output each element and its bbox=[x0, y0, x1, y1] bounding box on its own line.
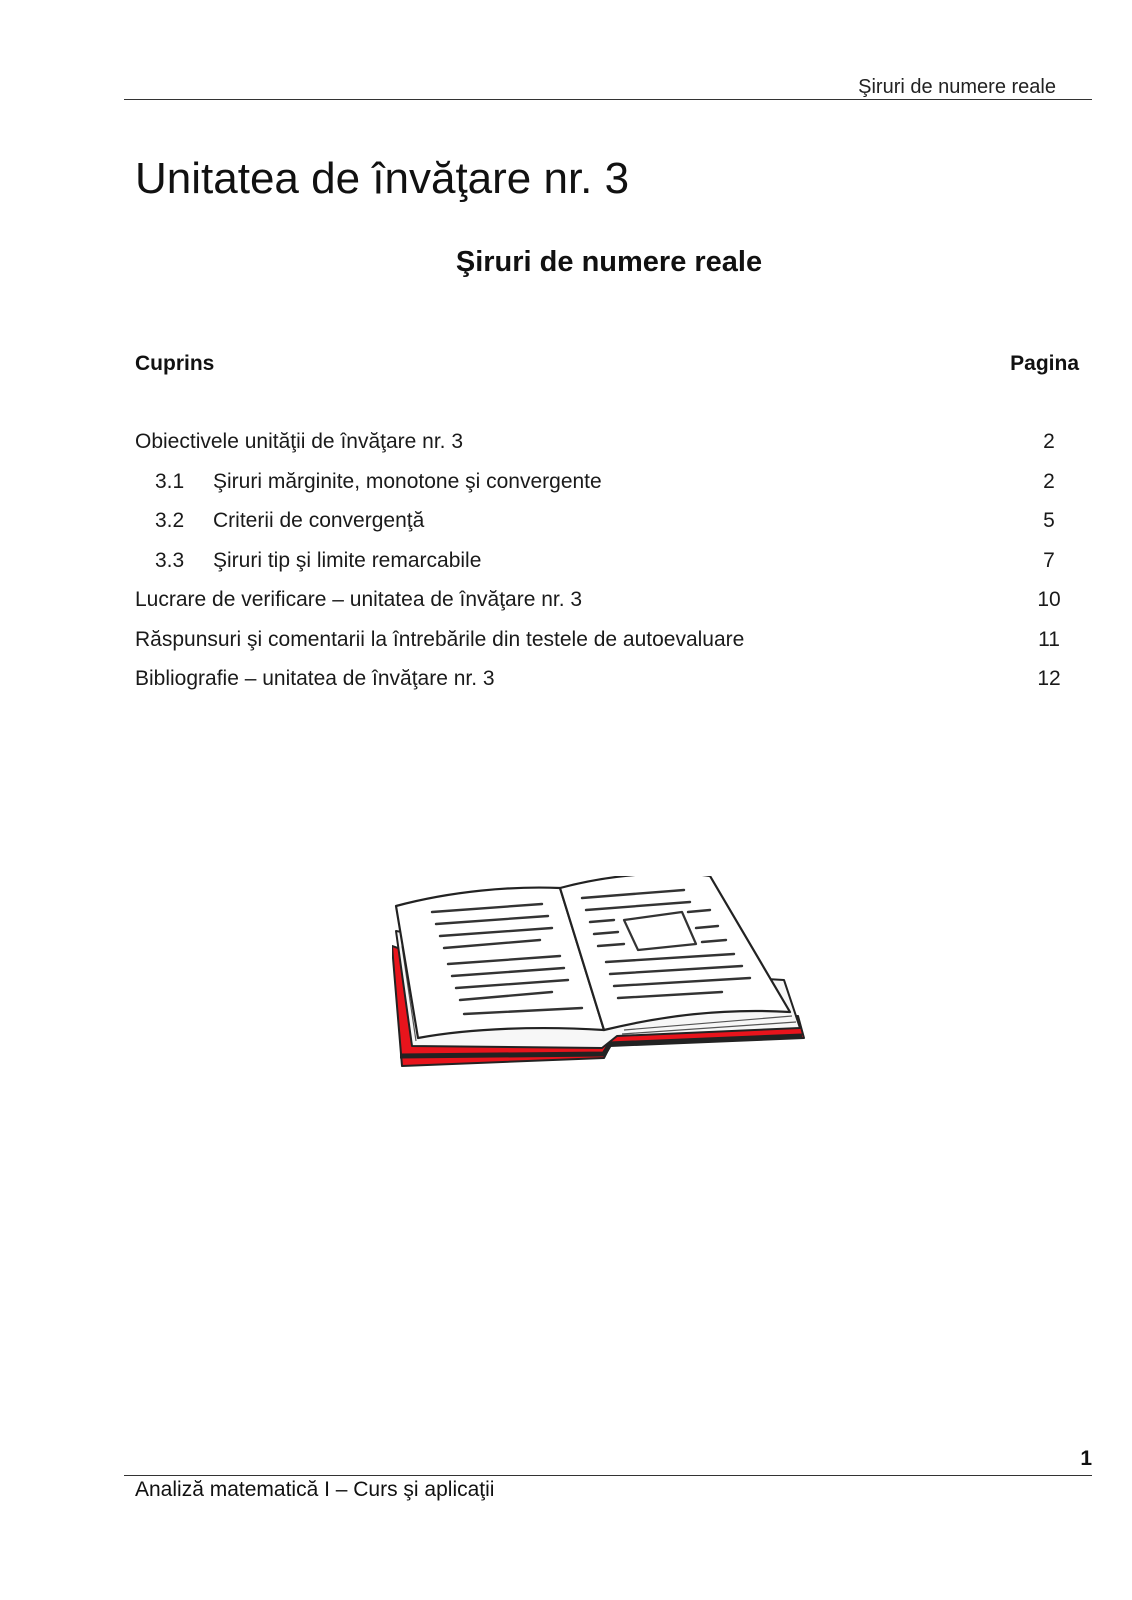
toc-entry-page: 11 bbox=[1038, 627, 1060, 651]
toc-entry-title: Lucrare de verificare – unitatea de învăţare nr. 3 bbox=[135, 588, 583, 611]
header-rule bbox=[124, 99, 1092, 100]
toc-entry-page: 2 bbox=[1043, 430, 1055, 453]
toc-entry-title: Şiruri mărginite, monotone şi convergente bbox=[213, 469, 602, 493]
unit-title: Unitatea de învăţare nr. 3 bbox=[135, 154, 630, 203]
footer-rule bbox=[124, 1475, 1092, 1476]
toc-entry[interactable] bbox=[135, 470, 1079, 510]
toc-entry-page: 7 bbox=[1043, 548, 1055, 572]
toc-entry-title: Bibliografie – unitatea de învăţare nr. 3 bbox=[135, 667, 495, 690]
toc-heading-contents: Cuprins bbox=[135, 352, 215, 375]
toc-entry-number: 3.1 bbox=[155, 469, 185, 493]
toc-entry-page: 5 bbox=[1043, 509, 1055, 532]
toc-entry-title: Şiruri tip şi limite remarcabile bbox=[213, 548, 482, 572]
toc-entry-number: 3.2 bbox=[155, 509, 185, 532]
toc-entry[interactable] bbox=[135, 667, 1079, 707]
toc-entry[interactable] bbox=[135, 588, 1079, 628]
footer-text: Analiză matematică I – Curs şi aplicaţii bbox=[135, 1478, 495, 1501]
subtitle: Şiruri de numere reale bbox=[455, 246, 763, 278]
toc-entry[interactable] bbox=[135, 628, 1079, 668]
toc-entry-page: 2 bbox=[1043, 469, 1055, 493]
toc-entry-page: 10 bbox=[1037, 588, 1061, 611]
page-number: 1 bbox=[1080, 1447, 1092, 1470]
toc-entry-number: 3.3 bbox=[155, 548, 185, 572]
toc-entry[interactable] bbox=[135, 549, 1079, 589]
toc-entry-title: Răspunsuri şi comentarii la întrebările din testele de autoevaluare bbox=[135, 627, 745, 651]
toc-entry-title: Criterii de convergenţă bbox=[213, 509, 425, 532]
toc-entry[interactable] bbox=[135, 430, 1079, 470]
open-book-icon bbox=[392, 876, 822, 1096]
toc-heading-page: Pagina bbox=[1010, 352, 1079, 375]
running-header: Şiruri de numere reale bbox=[858, 76, 1056, 98]
toc-entry-page: 12 bbox=[1037, 667, 1061, 690]
toc-entry[interactable] bbox=[135, 509, 1079, 549]
toc-entry-title: Obiectivele unităţii de învăţare nr. 3 bbox=[135, 430, 464, 453]
table-of-contents bbox=[135, 430, 1079, 707]
